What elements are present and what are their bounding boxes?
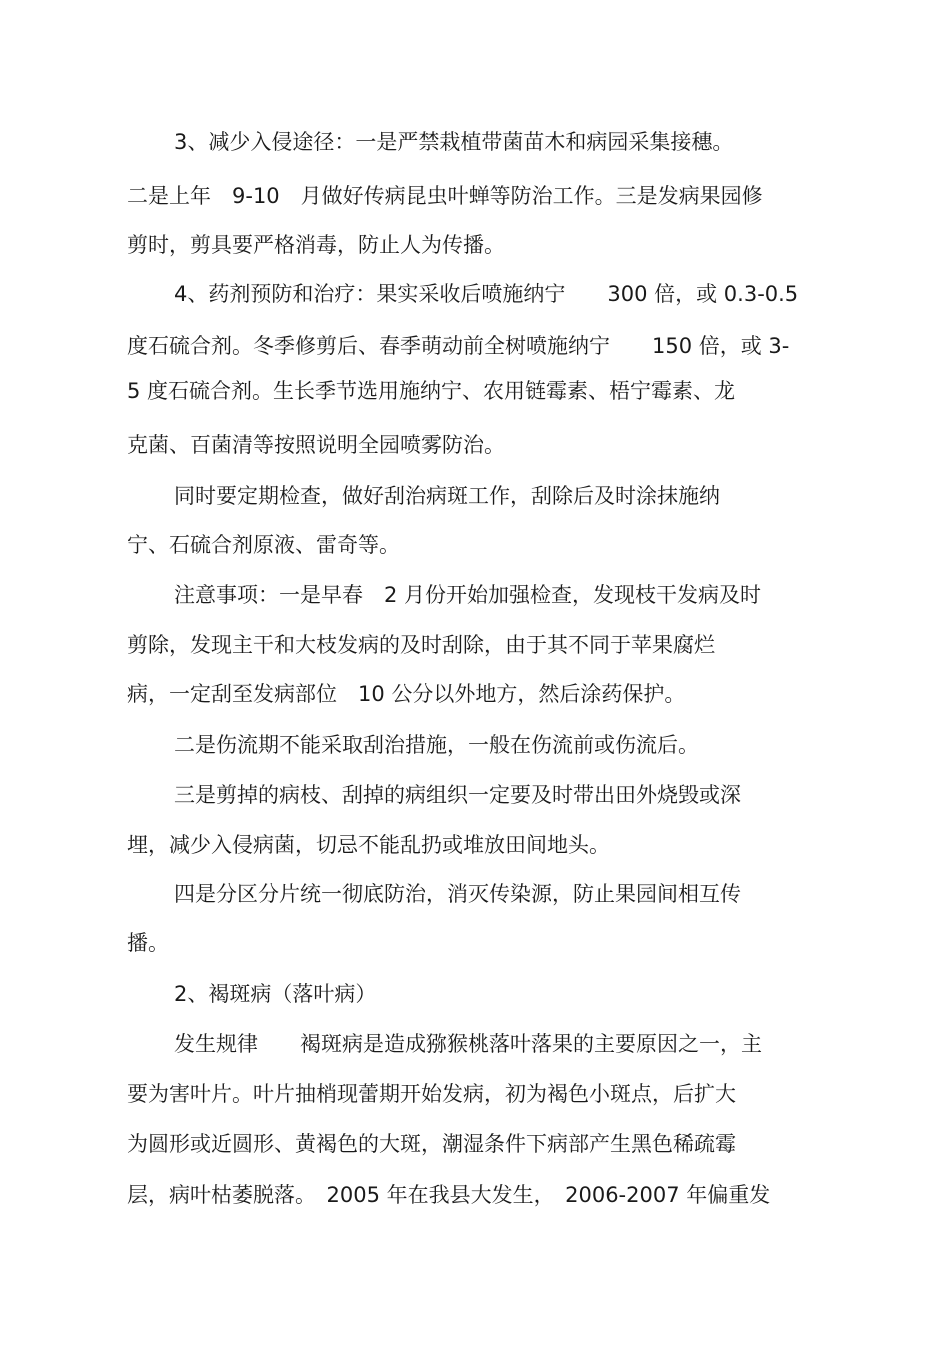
paragraph-line: 四是分区分片统一彻底防治，消灭传染源，防止果园间相互传 [174,882,741,906]
paragraph-line: 同时要定期检查，做好刮治病斑工作，刮除后及时涂抹施纳 [174,484,720,508]
paragraph-line: 要为害叶片。叶片抽梢现蕾期开始发病，初为褐色小斑点，后扩大 [127,1082,736,1106]
paragraph-line: 克菌、百菌清等按照说明全园喷雾防治。 [127,433,505,457]
paragraph-line: 宁、石硫合剂原液、雷奇等。 [127,533,400,557]
paragraph-line: 三是剪掉的病枝、刮掉的病组织一定要及时带出田外烧毁或深 [174,783,741,807]
paragraph-line: 为圆形或近圆形、黄褐色的大斑，潮湿条件下病部产生黑色稀疏霉 [127,1132,736,1156]
paragraph-line: 5 度石硫合剂。生长季节选用施纳宁、农用链霉素、梧宁霉素、龙 [127,379,736,403]
paragraph-line: 注意事项：一是早春 2 月份开始加强检查，发现枝干发病及时 [174,583,762,607]
paragraph-line: 3、减少入侵途径：一是严禁栽植带菌苗木和病园采集接穗。 [174,130,734,154]
paragraph-line: 二是上年 9-10 月做好传病昆虫叶蝉等防治工作。三是发病果园修 [127,184,763,208]
paragraph-line: 病，一定刮至发病部位 10 公分以外地方，然后涂药保护。 [127,682,686,706]
paragraph-line: 埋，减少入侵病菌，切忌不能乱扔或堆放田间地头。 [127,833,610,857]
paragraph-line: 二是伤流期不能采取刮治措施，一般在伤流前或伤流后。 [174,733,699,757]
section-heading: 2、褐斑病（落叶病） [174,982,377,1006]
paragraph-line: 4、药剂预防和治疗：果实采收后喷施纳宁 300 倍，或 0.3-0.5 [174,282,799,306]
paragraph-line: 度石硫合剂。冬季修剪后、春季萌动前全树喷施纳宁 150 倍，或 3- [127,334,790,358]
paragraph-line: 播。 [127,931,169,955]
paragraph-line: 层，病叶枯萎脱落。 2005 年在我县大发生， 2006-2007 年偏重发 [127,1183,771,1207]
paragraph-line: 发生规律 褐斑病是造成猕猴桃落叶落果的主要原因之一，主 [174,1032,762,1056]
paragraph-line: 剪时，剪具要严格消毒，防止人为传播。 [127,233,505,257]
paragraph-line: 剪除，发现主干和大枝发病的及时刮除，由于其不同于苹果腐烂 [127,633,715,657]
